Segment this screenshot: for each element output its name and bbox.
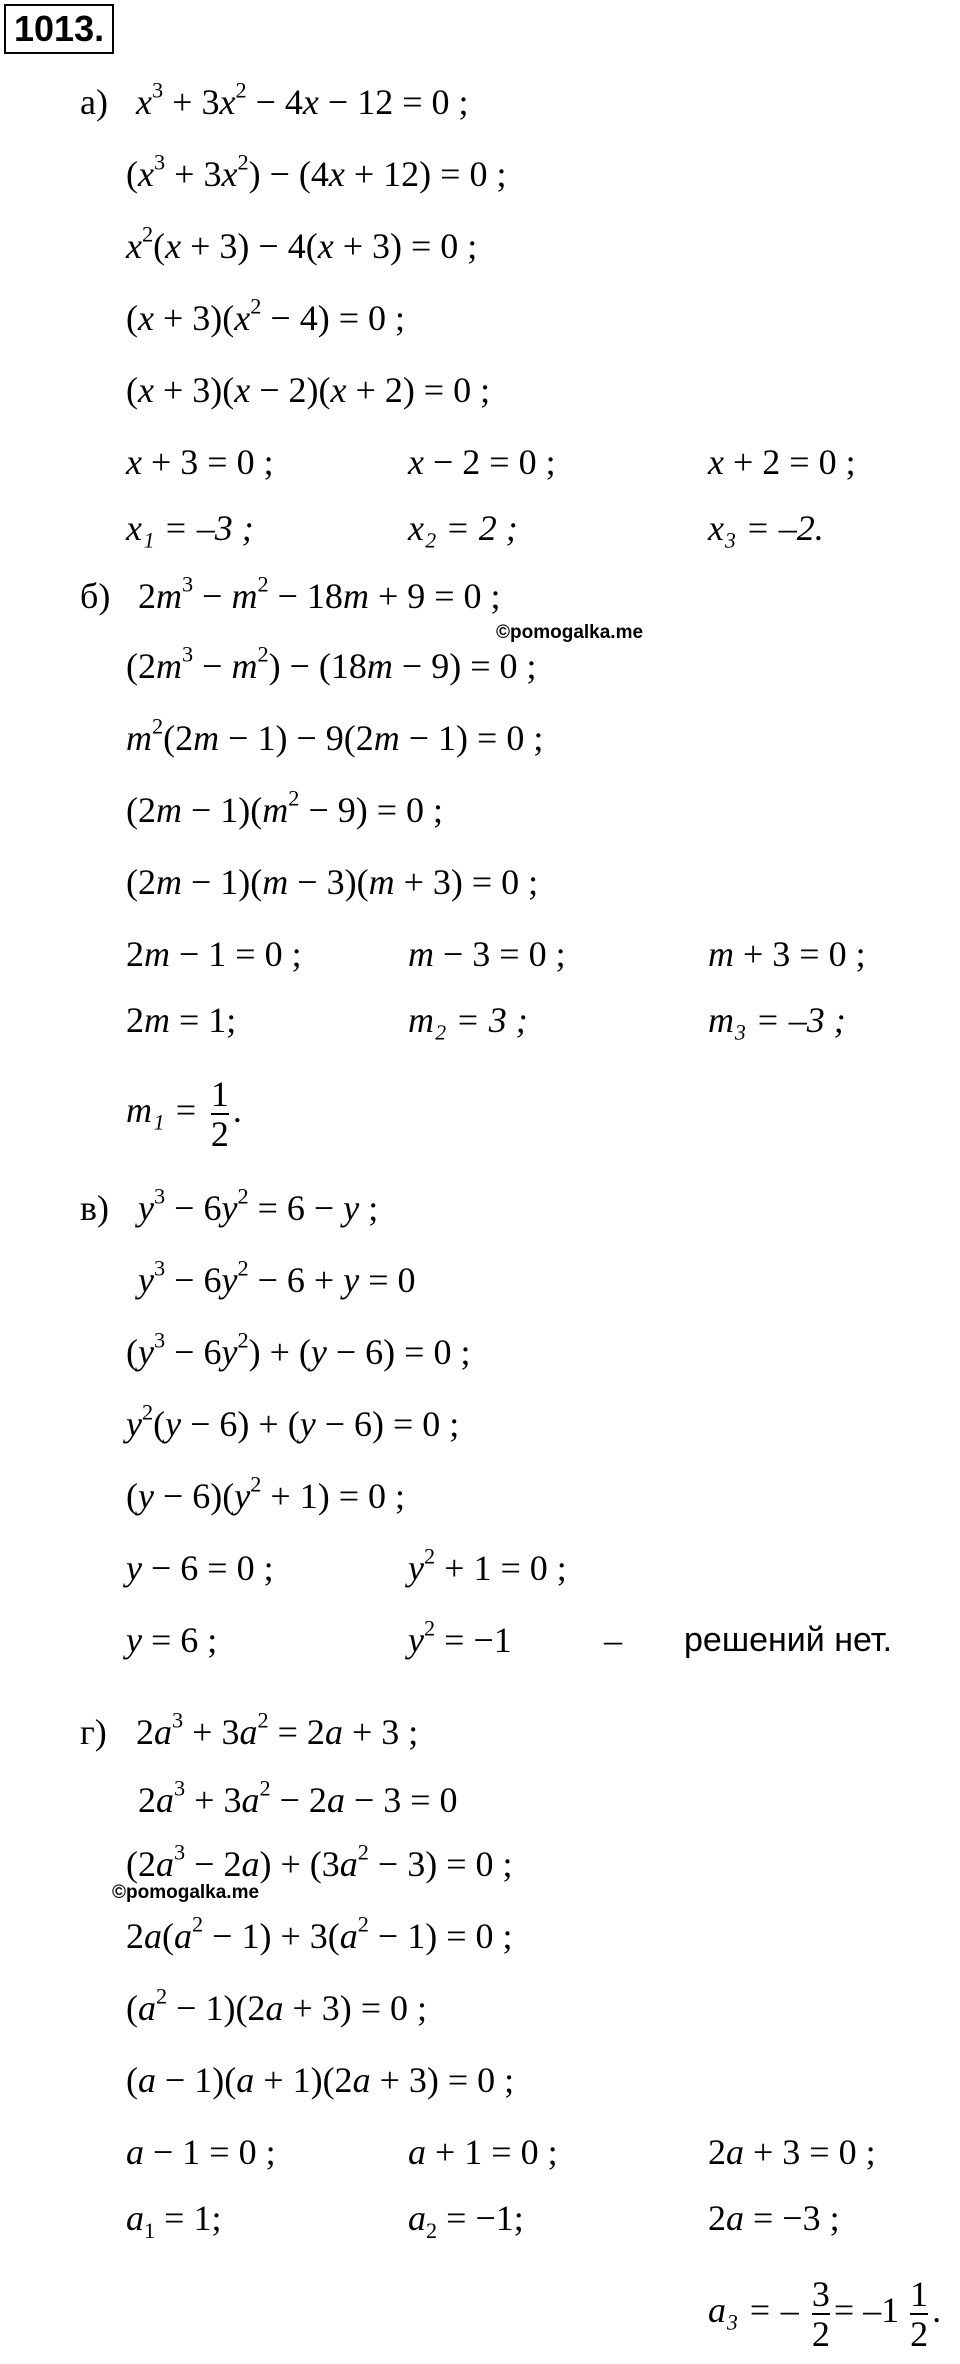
equation-v-5: $(y - 6)(y^2 + 1) = 0$ ;	[126, 1471, 406, 1516]
equation-b-4: $(2m - 1)(m^2 - 9) = 0$ ;	[126, 785, 444, 830]
solution-m3: m₃ = –3 ;	[708, 1000, 846, 1040]
equation-g-7b: a + 1 = 0 ;	[408, 2132, 558, 2172]
part-a-label: а)	[80, 82, 108, 122]
fraction-numerator: 3	[811, 2273, 830, 2314]
equation-g-6: (a − 1)(a + 1)(2a + 3) = 0 ;	[126, 2060, 515, 2100]
equation-g-7a: a − 1 = 0 ;	[126, 2132, 276, 2172]
solution-x2: x₂ = 2 ;	[408, 508, 518, 548]
equation-b-1: $2m^3 - m^2 - 18m + 9 = 0$ ;	[138, 571, 501, 616]
equation-g-5: $(a^2 - 1)(2a + 3) = 0$ ;	[126, 1983, 428, 2028]
fraction-one-half	[910, 2275, 928, 2353]
solution-a3	[708, 2270, 941, 2353]
solution-a3-prefix: a₃ = –	[708, 2290, 799, 2330]
solution-m2: m₂ = 3 ;	[408, 1000, 528, 1040]
equation-b-6b: m − 3 = 0 ;	[408, 934, 566, 974]
solution-a3-suffix: .	[932, 2290, 942, 2330]
fraction-numerator: 1	[210, 1073, 229, 1114]
equation-v-7a: y = 6 ;	[126, 1620, 218, 1660]
solution-a3-mid: = –1	[833, 2290, 900, 2330]
equation-v-7b: $y^2 = -1$	[408, 1615, 512, 1660]
fraction-one-half	[211, 1075, 229, 1153]
equation-a-1: $x^3 + 3x^2 - 4x - 12 = 0$ ;	[136, 77, 469, 122]
equation-b-6a: 2m − 1 = 0 ;	[126, 934, 302, 974]
equation-b-3: $m^2(2m - 1) - 9(2m - 1) = 0$ ;	[126, 713, 544, 758]
problem-number: 1013.	[4, 4, 114, 54]
equation-g-8a: $a_1 = 1$;	[126, 2198, 222, 2243]
fraction-denominator: 2	[811, 2313, 830, 2354]
equation-v-2: $y^3 - 6y^2 - 6 + y = 0$	[138, 1255, 416, 1300]
equation-v-6a: y − 6 = 0 ;	[126, 1548, 274, 1588]
solution-m1	[126, 1070, 242, 1153]
solution-m1-suffix: .	[232, 1090, 242, 1130]
equation-v-3: $(y^3 - 6y^2) + (y - 6) = 0$ ;	[126, 1327, 471, 1372]
part-b-label: б)	[80, 576, 111, 616]
solution-m1-prefix: m₁ =	[126, 1090, 198, 1130]
equation-a-2: $(x^3 + 3x^2) - (4x + 12) = 0$ ;	[126, 149, 507, 194]
equation-g-3: $(2a^3 - 2a) + (3a^2 - 3) = 0$ ;	[126, 1839, 513, 1884]
equation-g-7c: 2a + 3 = 0 ;	[708, 2132, 876, 2172]
equation-b-2: $(2m^3 - m^2) - (18m - 9) = 0$ ;	[126, 641, 537, 686]
watermark: ©pomogalka.me	[112, 1882, 260, 1903]
equation-g-1: $2a^3 + 3a^2 = 2a + 3$ ;	[136, 1707, 419, 1752]
watermark: ©pomogalka.me	[496, 622, 644, 643]
part-v-label: в)	[80, 1188, 109, 1228]
solution-x1: x₁ = –3 ;	[126, 508, 254, 548]
equation-a-6a: x + 3 = 0 ;	[126, 442, 274, 482]
equation-a-4: $(x + 3)(x^2 - 4) = 0$ ;	[126, 293, 406, 338]
equation-a-6c: x + 2 = 0 ;	[708, 442, 856, 482]
equation-v-6b: $y^2 + 1 = 0$ ;	[408, 1543, 567, 1588]
equation-g-8c: 2a = −3 ;	[708, 2198, 840, 2238]
equation-b-7a: 2m = 1;	[126, 1000, 237, 1040]
equation-a-6b: x − 2 = 0 ;	[408, 442, 556, 482]
equation-a-3: $x^2(x + 3) - 4(x + 3) = 0$ ;	[126, 221, 478, 266]
equation-g-2: $2a^3 + 3a^2 - 2a - 3 = 0$	[138, 1775, 458, 1820]
equation-g-4: $2a(a^2 - 1) + 3(a^2 - 1) = 0$ ;	[126, 1911, 513, 1956]
fraction-numerator: 1	[910, 2273, 929, 2314]
equation-b-5: (2m − 1)(m − 3)(m + 3) = 0 ;	[126, 862, 539, 902]
no-solutions-text: решений нет.	[684, 1621, 893, 1659]
part-g-label: г)	[80, 1712, 107, 1752]
solution-x3: x₃ = –2.	[708, 508, 824, 548]
equation-v-1: $y^3 - 6y^2 = 6 - y$ ;	[138, 1183, 379, 1228]
fraction-denominator: 2	[910, 2313, 929, 2354]
equation-a-5: (x + 3)(x − 2)(x + 2) = 0 ;	[126, 370, 491, 410]
equation-g-8b: $a_2 = -1$;	[408, 2198, 524, 2243]
dash: –	[604, 1620, 622, 1660]
equation-b-6c: m + 3 = 0 ;	[708, 934, 866, 974]
fraction-denominator: 2	[210, 1113, 229, 1154]
fraction-three-halves	[812, 2275, 830, 2353]
equation-v-4: $y^2(y - 6) + (y - 6) = 0$ ;	[126, 1399, 460, 1444]
